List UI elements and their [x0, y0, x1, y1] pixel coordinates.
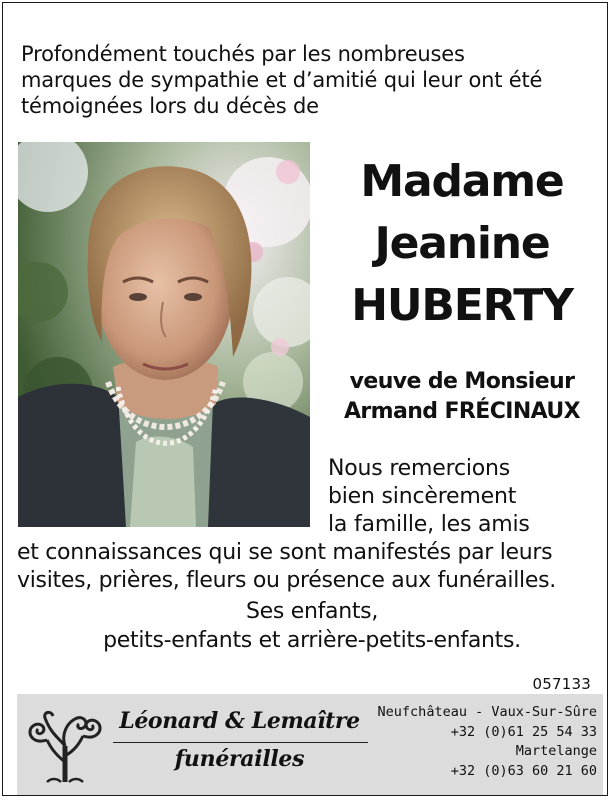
intro-line: marques de sympathie et d’amitié qui leur ont été: [21, 68, 543, 92]
thanks-line: visites, prières, fleurs ou présence aux funérailles.: [17, 568, 556, 593]
family-signature: [17, 597, 607, 655]
funeral-home-banner: [17, 694, 603, 795]
thanks-line: la famille, les amis: [328, 512, 530, 537]
widow-line: veuve de Monsieur: [349, 369, 575, 394]
thanks-line: Nous remercions: [328, 456, 511, 481]
reference-number: 057133: [532, 675, 591, 693]
obituary-notice: [2, 2, 608, 796]
funeral-home-contacts: [378, 703, 597, 781]
signature-line: Ses enfants,: [245, 599, 379, 624]
signature-line: petits-enfants et arrière-petits-enfants.: [103, 628, 521, 653]
portrait-photo: [18, 142, 310, 527]
tree-logo-icon: [21, 704, 109, 784]
name-last: HUBERTY: [351, 280, 573, 331]
widow-line: Armand FRÉCINAUX: [343, 399, 581, 424]
contact-location: Neufchâteau - Vaux-Sur-Sûre: [377, 704, 597, 720]
contact-phone: +32 (0)61 25 54 33: [450, 723, 597, 740]
intro-line: Profondément touchés par les nombreuses: [21, 42, 465, 66]
thanks-line: bien sincèrement: [328, 484, 517, 509]
deceased-name: [321, 151, 603, 337]
intro-text: [21, 41, 601, 119]
name-first: Jeanine: [374, 218, 550, 269]
contact-phone: +32 (0)63 60 21 60: [450, 762, 597, 779]
funeral-home-name: Léonard & Lemaître: [119, 708, 360, 734]
contact-location: Martelange: [515, 743, 597, 759]
thanks-text-continued: [17, 539, 607, 595]
funeral-home-subtitle: funérailles: [174, 746, 305, 772]
brand-divider: [113, 742, 368, 743]
intro-line: témoignées lors du décès de: [21, 94, 319, 118]
thanks-text: [328, 455, 608, 539]
widow-of: [321, 367, 603, 427]
name-title: Madame: [360, 156, 564, 207]
thanks-line: et connaissances qui se sont manifestés par leurs: [17, 540, 553, 565]
